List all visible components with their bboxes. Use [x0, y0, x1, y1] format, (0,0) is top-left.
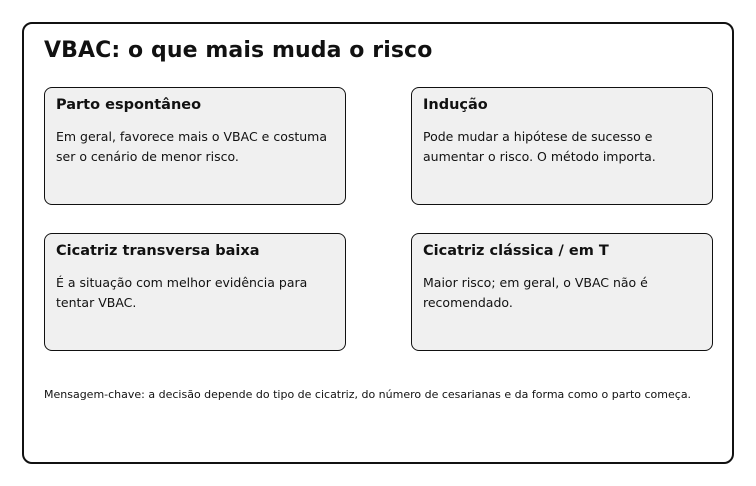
card-cicatriz-classica: [411, 233, 713, 351]
card-text: Pode mudar a hipótese de sucesso e aumentar o risco. O método importa.: [423, 129, 656, 164]
card-text: Maior risco; em geral, o VBAC não é recomendado.: [423, 275, 648, 310]
card-title: Parto espontâneo: [56, 97, 202, 113]
card-inducao: [411, 87, 713, 205]
card-parto-espontaneo: [44, 87, 346, 205]
card-text: É a situação com melhor evidência para tentar VBAC.: [56, 275, 308, 310]
card-text: Em geral, favorece mais o VBAC e costuma ser o cenário de menor risco.: [56, 129, 328, 164]
card-cicatriz-transversa-baixa: [44, 233, 346, 351]
diagram-title: VBAC: o que mais muda o risco: [44, 38, 433, 63]
diagram-frame: [22, 22, 734, 464]
key-message: Mensagem-chave: a decisão depende do tipo de cicatriz, do número de cesarianas e da forma como o parto começa.: [44, 388, 692, 401]
card-title: Cicatriz transversa baixa: [56, 243, 260, 259]
card-title: Indução: [423, 97, 488, 113]
card-title: Cicatriz clássica / em T: [423, 243, 609, 259]
